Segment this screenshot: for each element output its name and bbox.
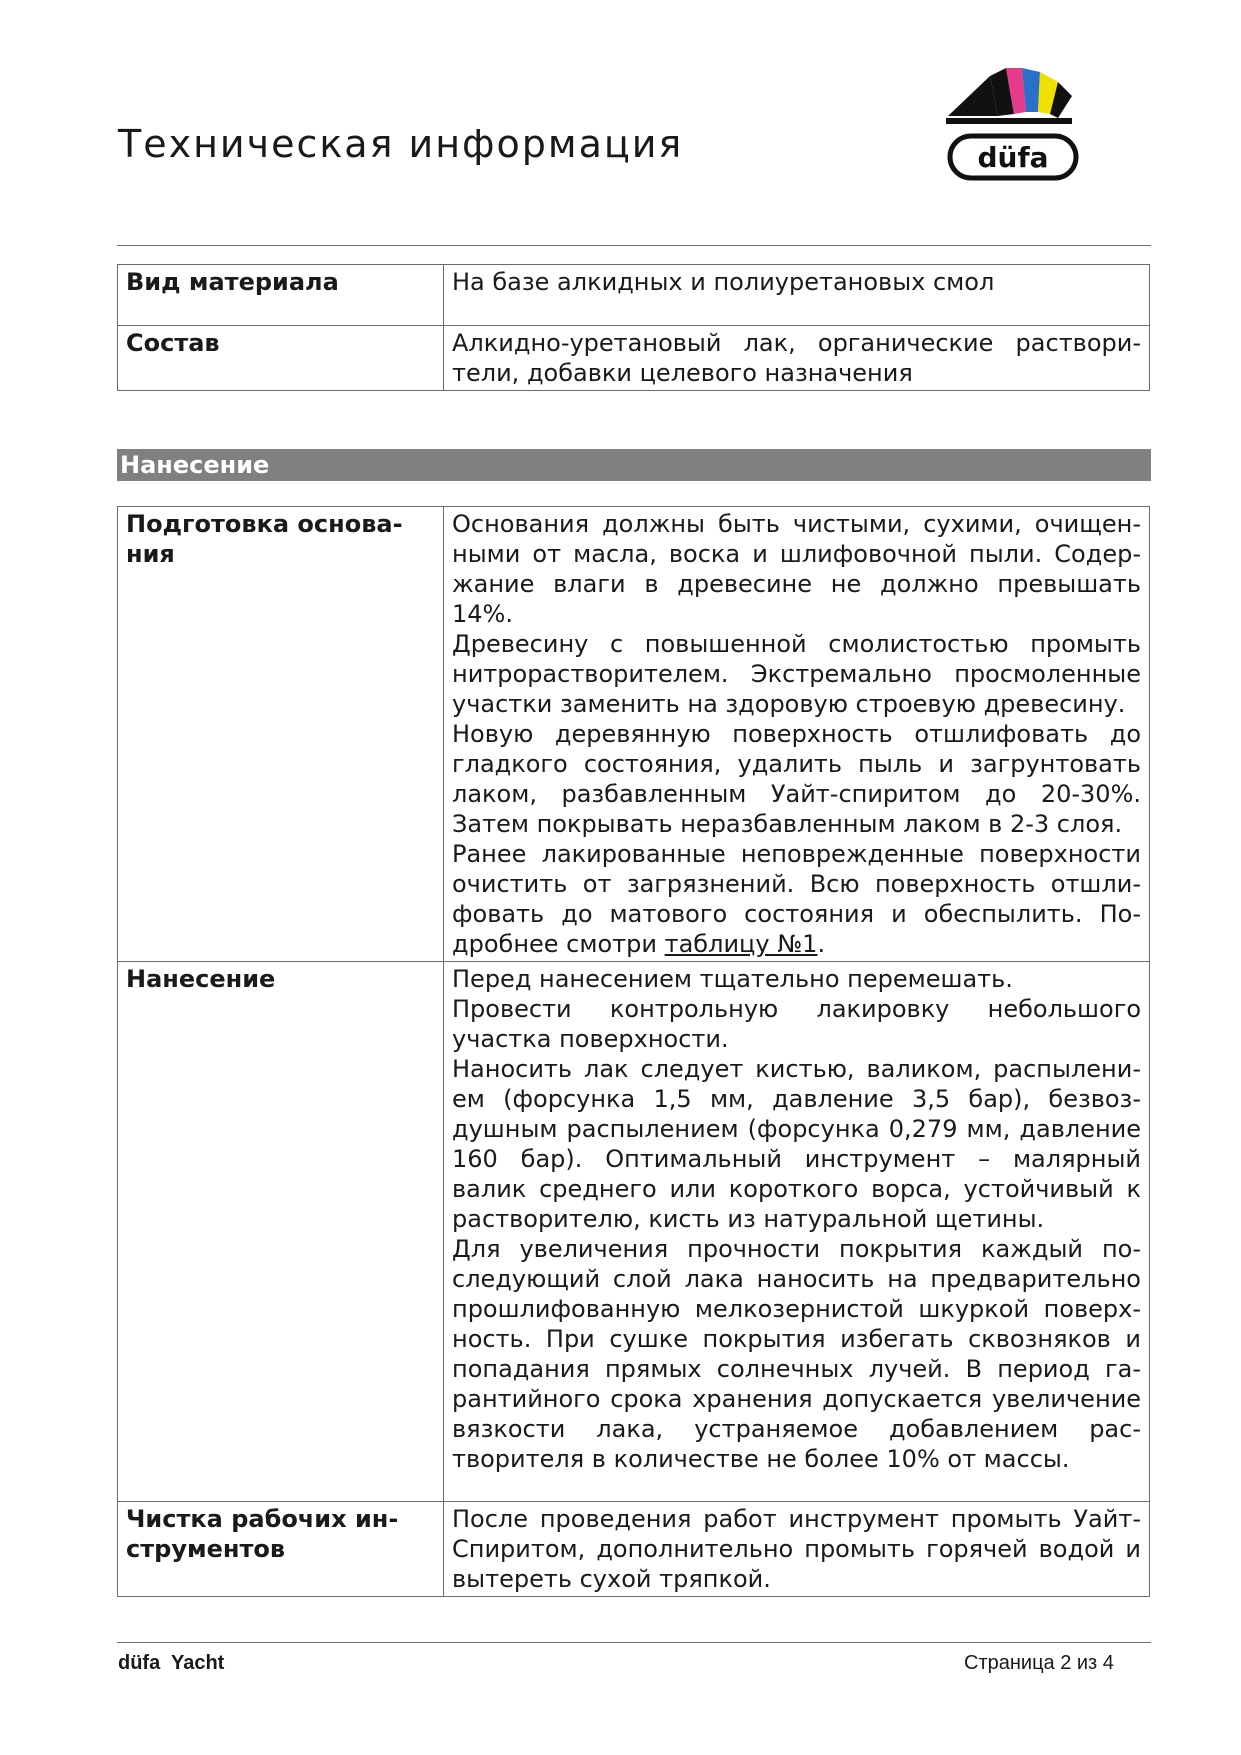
logo-base (946, 118, 1072, 124)
application-table (117, 506, 1150, 1597)
paragraph: Наносить лак следует кистью, валиком, распылением (форсунка 1,5 мм, давление 3,5 бар), безвоздушным распылением (форсунка 0,279 мм, давление 160 бар). Оптимальный инструмент – малярный валик среднего или короткого ворса, устойчивый к растворителю, кисть из натуральной щетины. (452, 1055, 1141, 1233)
table-1-link[interactable]: таблицу №1 (664, 930, 818, 958)
paragraph: Основания должны быть чистыми, сухими, очищенными от масла, воска и шлифовочной пыли. Содержание влаги в древесине не должно превышать 14%. (452, 510, 1141, 628)
header-rule (117, 245, 1151, 246)
paragraph: Перед нанесением тщательно перемешать. (452, 965, 1013, 993)
table-row (118, 962, 1150, 1502)
page-number: Страница 2 из 4 (964, 1652, 1114, 1674)
table-row (118, 326, 1150, 391)
paragraph: Провести контрольную лакировку небольшого участка поверхности. (452, 995, 1141, 1053)
row-label: Нанесение (118, 962, 444, 1502)
paragraph: Древесину с повышенной смолистостью промыть нитрорастворителем. Экстремально просмоленные участки заменить на здоровую строевую древесину. (452, 630, 1141, 718)
table-row (118, 265, 1150, 326)
paragraph: Для увеличения прочности покрытия каждый последующий слой лака наносить на предварительно прошлифованную мелкозернистой шкуркой поверхность. При сушке покрытия избегать сквозняков и попадания прямых солнечных лучей. В период гарантийного срока хранения допускается увеличение вязкости лака, устраняемое добавлением растворителя в количестве не более 10% от массы. (452, 1235, 1141, 1473)
material-table (117, 264, 1150, 391)
section-header: Нанесение (117, 449, 1151, 481)
row-value: Алкидно-уретановый лак, органические растворители, добавки целевого назначения (444, 326, 1150, 391)
link-suffix: . (817, 930, 826, 958)
logo-black-roof (948, 76, 998, 116)
table-row (118, 507, 1150, 962)
table-row (118, 1502, 1150, 1597)
row-label: Подготовка основания (118, 507, 444, 962)
row-label: Вид материала (118, 265, 444, 326)
paragraph: Новую деревянную поверхность отшлифовать до гладкого состояния, удалить пыль и загрунтовать лаком, разбавленным Уайт-спиритом до 20-30%. Затем покрывать неразбавленным лаком в 2-3 слоя. (452, 720, 1141, 838)
row-value (444, 507, 1150, 962)
row-value: На базе алкидных и полиуретановых смол (444, 265, 1150, 326)
footer-rule (117, 1642, 1151, 1643)
row-value: После проведения работ инструмент промыть Уайт-Спиритом, дополнительно промыть горячей водой и вытереть сухой тряпкой. (444, 1502, 1150, 1597)
logo-wordmark: düfa (977, 141, 1049, 174)
row-value (444, 962, 1150, 1502)
paragraph (452, 839, 1141, 959)
dufa-logo (946, 66, 1086, 190)
footer-brand: düfa Yacht (118, 1652, 225, 1674)
paragraph-text: Ранее лакированные неповрежденные поверхности очистить от загрязнений. Всю поверхность отшлифовать до матового состояния и обеспылить. Подробнее смотри (452, 840, 1141, 958)
row-label: Чистка рабочих инструментов (118, 1502, 444, 1597)
row-label: Состав (118, 326, 444, 391)
page-title: Техническая информация (118, 122, 684, 166)
